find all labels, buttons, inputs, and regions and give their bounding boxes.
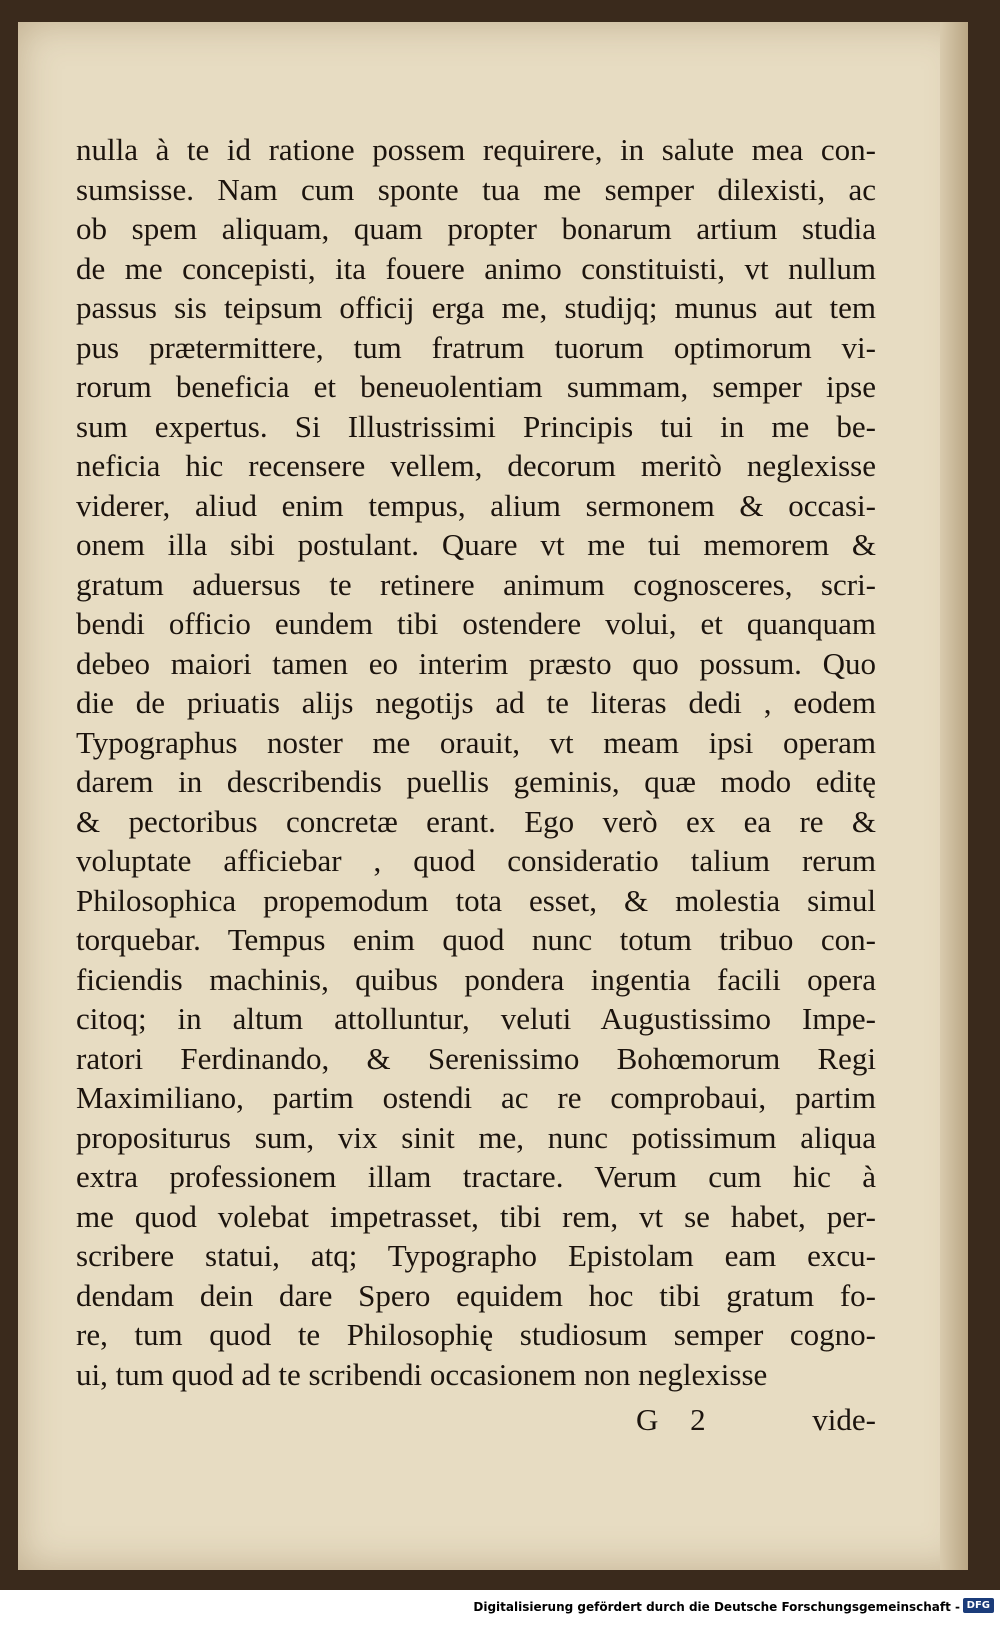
text-line: bendi officio eundem tibi ostendere volui, et quanquam	[76, 606, 876, 641]
funding-notice: Digitalisierung gefördert durch die Deutsche Forschungsgemeinschaft -	[473, 1600, 960, 1614]
text-line: pus prætermittere, tum fratrum tuorum optimorum vi-	[76, 329, 876, 365]
text-line: scribere statui, atq; Typographo Epistolam eam excu-	[76, 1238, 876, 1273]
text-line: re, tum quod te Philosophię studiosum semper cogno-	[76, 1317, 876, 1352]
page-footer	[76, 1400, 876, 1440]
text-line: die de priuatis alijs negotijs ad te literas dedi , eodem	[76, 685, 876, 720]
text-line: ratori Ferdinando, & Serenissimo Bohœmorum Regi	[76, 1040, 876, 1076]
text-line: sum expertus. Si Illustrissimi Principis tui in me be-	[76, 408, 876, 444]
body-text	[76, 130, 876, 1394]
catchword: vide-	[812, 1402, 876, 1437]
text-line: de me concepisti, ita fouere animo constituisti, vt nullum	[76, 250, 876, 286]
text-line: nulla à te id ratione possem requirere, in salute mea con-	[76, 132, 876, 167]
text-line: ob spem aliquam, quam propter bonarum artium studia	[76, 211, 876, 246]
text-line: viderer, aliud enim tempus, alium sermonem & occasi-	[76, 487, 876, 523]
text-line: torquebar. Tempus enim quod nunc totum tribuo con-	[76, 922, 876, 957]
text-line: Typographus noster me orauit, vt meam ipsi operam	[76, 724, 876, 760]
text-line: ficiendis machinis, quibus pondera ingentia facili opera	[76, 961, 876, 997]
funding-bar	[0, 1590, 1000, 1625]
text-line: propositurus sum, vix sinit me, nunc potissimum aliqua	[76, 1119, 876, 1155]
page-edge	[940, 22, 968, 1570]
book-page	[18, 22, 968, 1570]
text-line: debeo maiori tamen eo interim præsto quo possum. Quo	[76, 645, 876, 681]
text-line: sumsisse. Nam cum sponte tua me semper dilexisti, ac	[76, 171, 876, 207]
text-line: darem in describendis puellis geminis, quæ modo editę	[76, 764, 876, 799]
text-line: extra professionem illam tractare. Verum cum hic à	[76, 1159, 876, 1194]
text-line: citoq; in altum attolluntur, veluti Augustissimo Impe-	[76, 1001, 876, 1036]
text-line: neficia hic recensere vellem, decorum meritò neglexisse	[76, 448, 876, 483]
text-line: passus sis teipsum officij erga me, studijq; munus aut tem	[76, 290, 876, 325]
text-line: Maximiliano, partim ostendi ac re comprobaui, partim	[76, 1080, 876, 1115]
text-line: voluptate afficiebar , quod consideratio talium rerum	[76, 843, 876, 878]
text-line: rorum beneficia et beneuolentiam summam, semper ipse	[76, 369, 876, 404]
text-line: me quod volebat impetrasset, tibi rem, vt se habet, per-	[76, 1198, 876, 1234]
dfg-logo: DFG	[963, 1598, 994, 1613]
text-line: dendam dein dare Spero equidem hoc tibi gratum fo-	[76, 1277, 876, 1313]
text-line: gratum aduersus te retinere animum cognosceres, scri-	[76, 566, 876, 602]
text-line: onem illa sibi postulant. Quare vt me tui memorem &	[76, 527, 876, 562]
text-line: ui, tum quod ad te scribendi occasionem non neglexisse	[76, 1356, 768, 1392]
text-line: & pectoribus concretæ erant. Ego verò ex ea re &	[76, 803, 876, 839]
text-line: Philosophica propemodum tota esset, & molestia simul	[76, 882, 876, 918]
signature-mark: G 2	[636, 1402, 718, 1437]
